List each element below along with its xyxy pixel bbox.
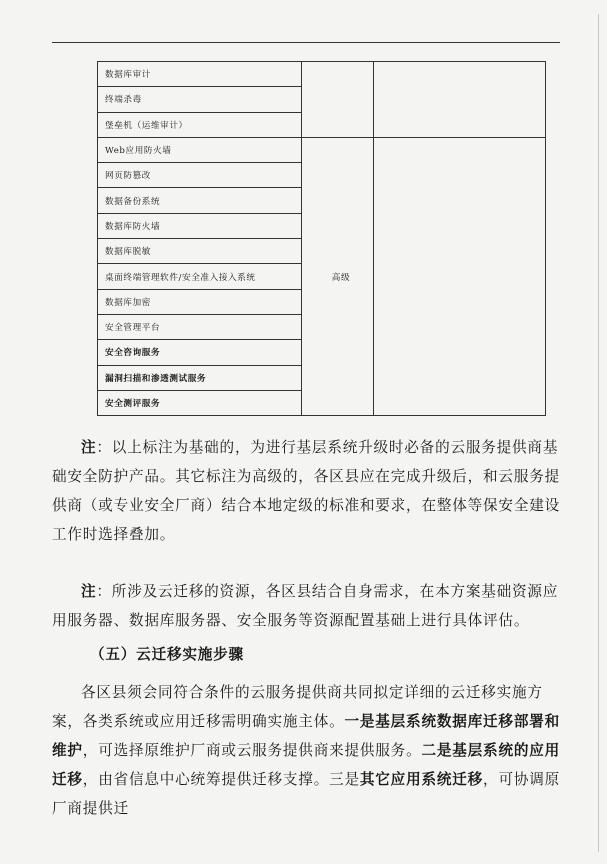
body-bold-3: 其它应用系统迁移 [359,771,484,788]
product-name-cell: 数据库防火墙 [98,213,302,238]
body-paragraph [52,678,562,823]
header-rule [52,42,560,43]
product-name-cell: 数据备份系统 [98,188,302,213]
product-name-cell: Web应用防火墙 [98,137,302,162]
product-name-cell: 数据库加密 [98,289,302,314]
product-name-cell: 安全咨询服务 [98,340,302,365]
note-2-prefix: 注 [81,583,97,600]
notes-cell-upper [374,62,546,138]
note-2 [52,577,562,635]
table-row [98,62,546,87]
body-bold-2: 二是基层系统的应用迁移 [52,742,561,788]
note-1 [52,433,562,549]
note-1-text: ：以上标注为基础的，为进行基层系统升级时必备的云服务提供商基础安全防护产品。其它标注为高级的，各区县应在完成升级后，和云服务提供商（或专业安全厂商）结合本地定级的标准和要求，在整体等保安全建设工作时选择叠加。 [52,439,560,543]
note-1-prefix: 注 [81,439,97,456]
page-edge [598,14,599,852]
body-bold-1: 一是基层系统数据库迁移部署和维护 [52,713,560,759]
product-name-cell: 数据库审计 [98,62,302,87]
level-cell-upper [302,62,374,138]
body-text-4: ，可协调原厂商提供迁 [52,771,561,817]
notes-cell [374,137,546,415]
product-name-cell: 数据库脱敏 [98,239,302,264]
body-text-3: ，由省信息中心统筹提供迁移支撑。三是 [82,771,360,788]
product-name-cell: 安全测评服务 [98,390,302,415]
level-cell: 高级 [302,137,374,415]
body-text-2: ，可选择原维护厂商或云服务提供商来提供服务。 [82,742,422,759]
product-name-cell: 桌面终端管理软件/安全准入接入系统 [98,264,302,289]
security-products-table [97,61,546,416]
product-name-cell: 终端杀毒 [98,87,302,112]
section-heading: （五）云迁移实施步骤 [90,646,244,663]
product-name-cell: 漏洞扫描和渗透测试服务 [98,365,302,390]
body-text-1: 各区县须会同符合条件的云服务提供商共同拟定详细的云迁移实施方案，各类系统或应用迁移需明确实施主体。 [52,684,543,730]
table-row [98,137,546,162]
note-2-text: ：所涉及云迁移的资源，各区县结合自身需求，在本方案基础资源应用服务器、数据库服务器、安全服务等资源配置基础上进行具体评估。 [52,583,559,629]
product-name-cell: 网页防篡改 [98,163,302,188]
product-name-cell: 安全管理平台 [98,314,302,339]
product-name-cell: 堡垒机（运维审计） [98,112,302,137]
